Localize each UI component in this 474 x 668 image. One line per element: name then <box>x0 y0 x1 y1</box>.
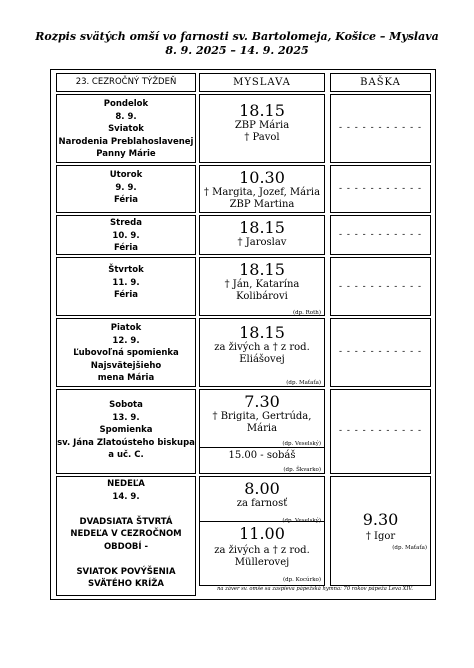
mass-intention: za farnosť <box>236 498 288 509</box>
day-cell-tuesday <box>56 165 196 213</box>
day-name: NEDEĽA <box>107 479 145 489</box>
day-feast: DVADSIATA ŠTVRTÁ <box>79 516 173 527</box>
mass-cell-wednesday <box>199 215 325 255</box>
mass-cell-tuesday <box>199 165 325 213</box>
empty-dash: - - - - - - - - - - - <box>338 282 423 292</box>
baska-cell-tuesday <box>330 165 431 213</box>
mass-time: 18.15 <box>239 101 285 120</box>
mass-intention: † Ján, Katarína <box>224 279 300 290</box>
header-myslava: MYSLAVA <box>199 73 325 92</box>
day-name: Sobota <box>109 400 143 410</box>
mass-time: 9.30 <box>362 510 399 529</box>
mass-intention: † Igor <box>365 531 396 542</box>
day-date: 11. 9. <box>112 277 140 288</box>
priest-note: (dp. Škvarko) <box>283 467 321 473</box>
mass-intention: † Margita, Jozef, Mária <box>203 187 321 198</box>
spacer <box>57 503 195 516</box>
day-feast: sv. Jána Zlatoústeho biskupa <box>57 437 195 448</box>
mass-cell-monday <box>199 94 325 163</box>
mass-intention: Müllerovej <box>234 557 290 568</box>
mass-time: 18.15 <box>239 323 285 342</box>
day-feast: Sviatok <box>108 124 144 134</box>
mass-time: 7.30 <box>244 392 280 411</box>
day-date: 10. 9. <box>112 230 140 241</box>
mass-intention: † Brigita, Gertrúda, <box>212 411 312 422</box>
day-feast: Féria <box>113 195 139 205</box>
empty-dash: - - - - - - - - - - - <box>338 347 423 357</box>
mass-intention: za živých a † z rod. <box>214 342 310 353</box>
day-feast: Féria <box>113 290 139 300</box>
baska-cell-friday <box>330 318 431 387</box>
day-date: 9. 9. <box>115 182 137 193</box>
mass-intention: za živých a † z rod. <box>214 545 310 556</box>
day-feast: Ľubovoľná spomienka <box>73 348 179 358</box>
priest-note: (dp. Kocúrko) <box>283 577 321 583</box>
day-date: 14. 9. <box>112 491 140 502</box>
day-date: 8. 9. <box>115 111 137 122</box>
day-name: Štvrtok <box>108 265 144 275</box>
mass-intention: ZBP Martina <box>229 199 295 210</box>
mass-time: 18.15 <box>239 218 285 237</box>
priest-note: (dp. Maťaťa) <box>392 545 427 551</box>
mass-time: 10.30 <box>239 168 285 187</box>
mass-intention: ZBP Mária <box>234 120 290 131</box>
mass-cell-saturday <box>199 389 325 474</box>
mass-time: 11.00 <box>239 524 285 543</box>
mass-intention: Mária <box>246 423 278 434</box>
day-feast: OBDOBÍ - <box>103 541 149 552</box>
mass-time: 18.15 <box>239 260 285 279</box>
empty-dash: - - - - - - - - - - - <box>338 230 423 240</box>
mass-time: 8.00 <box>244 479 280 498</box>
spacer <box>57 553 195 566</box>
priest-note: (dp. Veselský) <box>282 441 321 447</box>
day-cell-saturday <box>56 389 196 474</box>
empty-dash: - - - - - - - - - - - <box>338 123 423 133</box>
date-range: 8. 9. 2025 – 14. 9. 2025 <box>165 44 309 57</box>
footer-note: na záver sv. omše sa zaspieva pápežská hymna: 70 rokov pápeža Leva XIV. <box>217 586 413 592</box>
mass-intention: † Pavol <box>244 132 280 143</box>
baska-cell-thursday <box>330 257 431 316</box>
divider <box>199 447 325 448</box>
empty-dash: - - - - - - - - - - - <box>338 426 423 436</box>
day-cell-sunday <box>56 476 196 596</box>
day-feast: mena Mária <box>97 373 155 383</box>
day-cell-wednesday <box>56 215 196 255</box>
day-date: 12. 9. <box>112 335 140 346</box>
page-title: Rozpis svätých omší vo farnosti sv. Bartolomeja, Košice – Myslava <box>35 30 439 43</box>
mass-intention: † Jaroslav <box>237 237 287 248</box>
empty-dash: - - - - - - - - - - - <box>338 184 423 194</box>
wedding-time: 15.00 - sobáš <box>228 450 296 461</box>
day-feast: NEDEĽA V CEZROČNOM <box>70 529 182 539</box>
baska-cell-saturday <box>330 389 431 474</box>
priest-note: (dp. Veselský) <box>282 518 321 524</box>
divider <box>199 521 325 522</box>
baska-cell-monday <box>330 94 431 163</box>
day-name: Pondelok <box>103 99 149 109</box>
mass-intention: Eliášovej <box>239 354 285 365</box>
day-feast: SVÄTÉHO KRÍŽA <box>88 579 164 589</box>
day-feast: a uč. C. <box>108 450 144 460</box>
header-week: 23. CEZROČNÝ TÝŽDEŇ <box>56 73 196 92</box>
mass-cell-thursday <box>199 257 325 316</box>
day-feast: Najsvätejšieho <box>90 360 162 371</box>
baska-cell-sunday <box>330 476 431 586</box>
header-baska: BAŠKA <box>330 73 431 92</box>
day-feast: Spomienka <box>99 425 153 435</box>
day-feast: Narodenia Preblahoslavenej <box>58 136 194 147</box>
mass-cell-friday <box>199 318 325 387</box>
day-cell-friday <box>56 318 196 387</box>
priest-note: (dp. Maťaťa) <box>286 380 321 386</box>
baska-cell-wednesday <box>330 215 431 255</box>
day-cell-monday <box>56 94 196 163</box>
day-name: Streda <box>110 218 142 228</box>
day-feast: Féria <box>113 243 139 253</box>
day-feast: SVIATOK POVÝŠENIA <box>76 566 176 577</box>
day-name: Utorok <box>109 170 143 180</box>
day-date: 13. 9. <box>112 412 140 423</box>
day-cell-thursday <box>56 257 196 316</box>
day-name: Piatok <box>110 323 142 333</box>
mass-cell-sunday <box>199 476 325 586</box>
day-feast: Panny Márie <box>96 149 156 159</box>
priest-note: (dp. Roth) <box>292 310 321 316</box>
mass-intention: Kolibárovi <box>236 291 288 302</box>
